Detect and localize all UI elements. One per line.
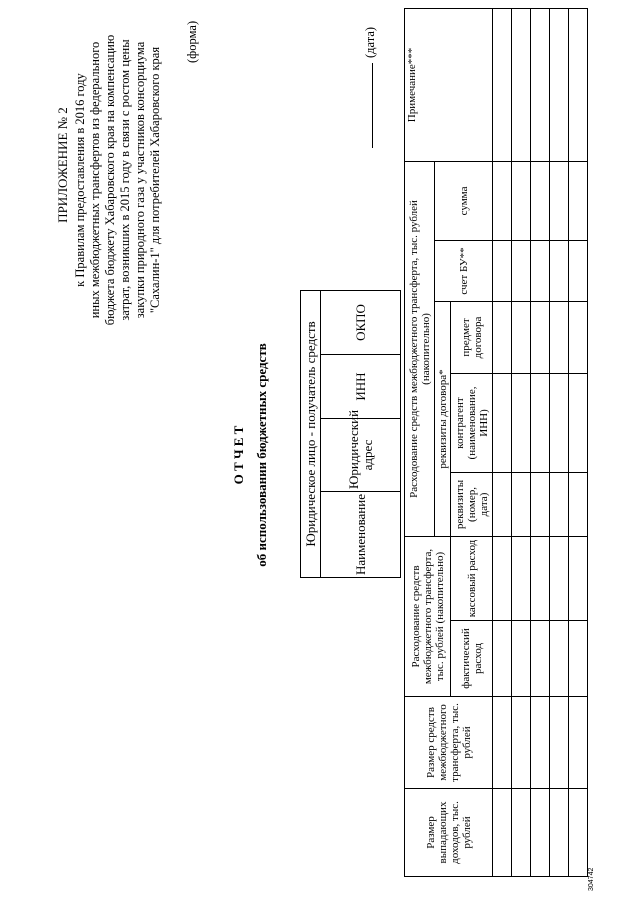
org-header-address: Юридический адрес <box>321 419 401 492</box>
main-header-counterparty: контрагент (наименование, ИНН) <box>451 373 493 472</box>
appendix-line-3: бюджета бюджету Хабаровского края на компенсацию <box>103 34 117 326</box>
table-row <box>531 8 550 876</box>
document-serial: 304742 <box>588 867 595 891</box>
main-header-account: счет БУ** <box>435 240 493 301</box>
main-header-requisites-number-date: реквизиты (номер, дата) <box>451 472 493 536</box>
main-header-sum: сумма <box>435 161 493 240</box>
table-row <box>512 8 531 876</box>
main-table <box>404 8 588 877</box>
table-row <box>550 8 569 876</box>
org-table <box>300 290 401 578</box>
org-header-inn: ИНН <box>321 355 401 419</box>
main-header-transfer-size: Размер средств межбюджетного трансферта, тыс. рублей <box>405 697 493 789</box>
table-row <box>569 8 588 876</box>
main-header-cash-expense: кассовый расход <box>451 536 493 620</box>
main-header-contract-subject: предмет договора <box>451 301 493 373</box>
appendix-line-2: иных межбюджетных трансфертов из федерального <box>88 41 102 319</box>
appendix-line-1: к Правилам предоставления в 2016 году <box>73 73 87 287</box>
main-header-group-expenditure-accum: Расходование средств межбюджетного трансферта, тыс. рублей (накопительно) <box>405 161 435 536</box>
main-header-contract-requisites: реквизиты договора* <box>435 301 451 536</box>
appendix-line-5: закупки природного газа у участников консорциума <box>133 41 147 319</box>
date-line <box>372 63 373 148</box>
org-header-name: Наименование <box>321 492 401 578</box>
report-subtitle: об использовании бюджетных средств <box>254 343 269 567</box>
main-header-note: Примечание*** <box>405 8 493 161</box>
form-label: (форма) <box>185 20 199 63</box>
org-caption: Юридическое лицо - получатель средств <box>301 290 321 577</box>
appendix-title: ПРИЛОЖЕНИЕ № 2 <box>55 107 70 223</box>
table-row <box>493 8 512 876</box>
main-header-group-expenditure: Расходование средств межбюджетного трансферта, тыс. рублей (накопительно) <box>405 536 451 696</box>
main-header-lost-income: Размер выпадающих доходов, тыс. рублей <box>405 789 493 877</box>
appendix-line-6: "Сахалин-1" для потребителей Хабаровского края <box>148 46 162 314</box>
appendix-line-4: затрат, возникших в 2015 году в связи с ростом цены <box>118 39 132 321</box>
report-title: О Т Ч Е Т <box>231 425 246 485</box>
org-header-okpo: ОКПО <box>321 290 401 354</box>
date-label: (дата) <box>363 26 377 58</box>
main-header-actual-expense: фактический расход <box>451 621 493 697</box>
